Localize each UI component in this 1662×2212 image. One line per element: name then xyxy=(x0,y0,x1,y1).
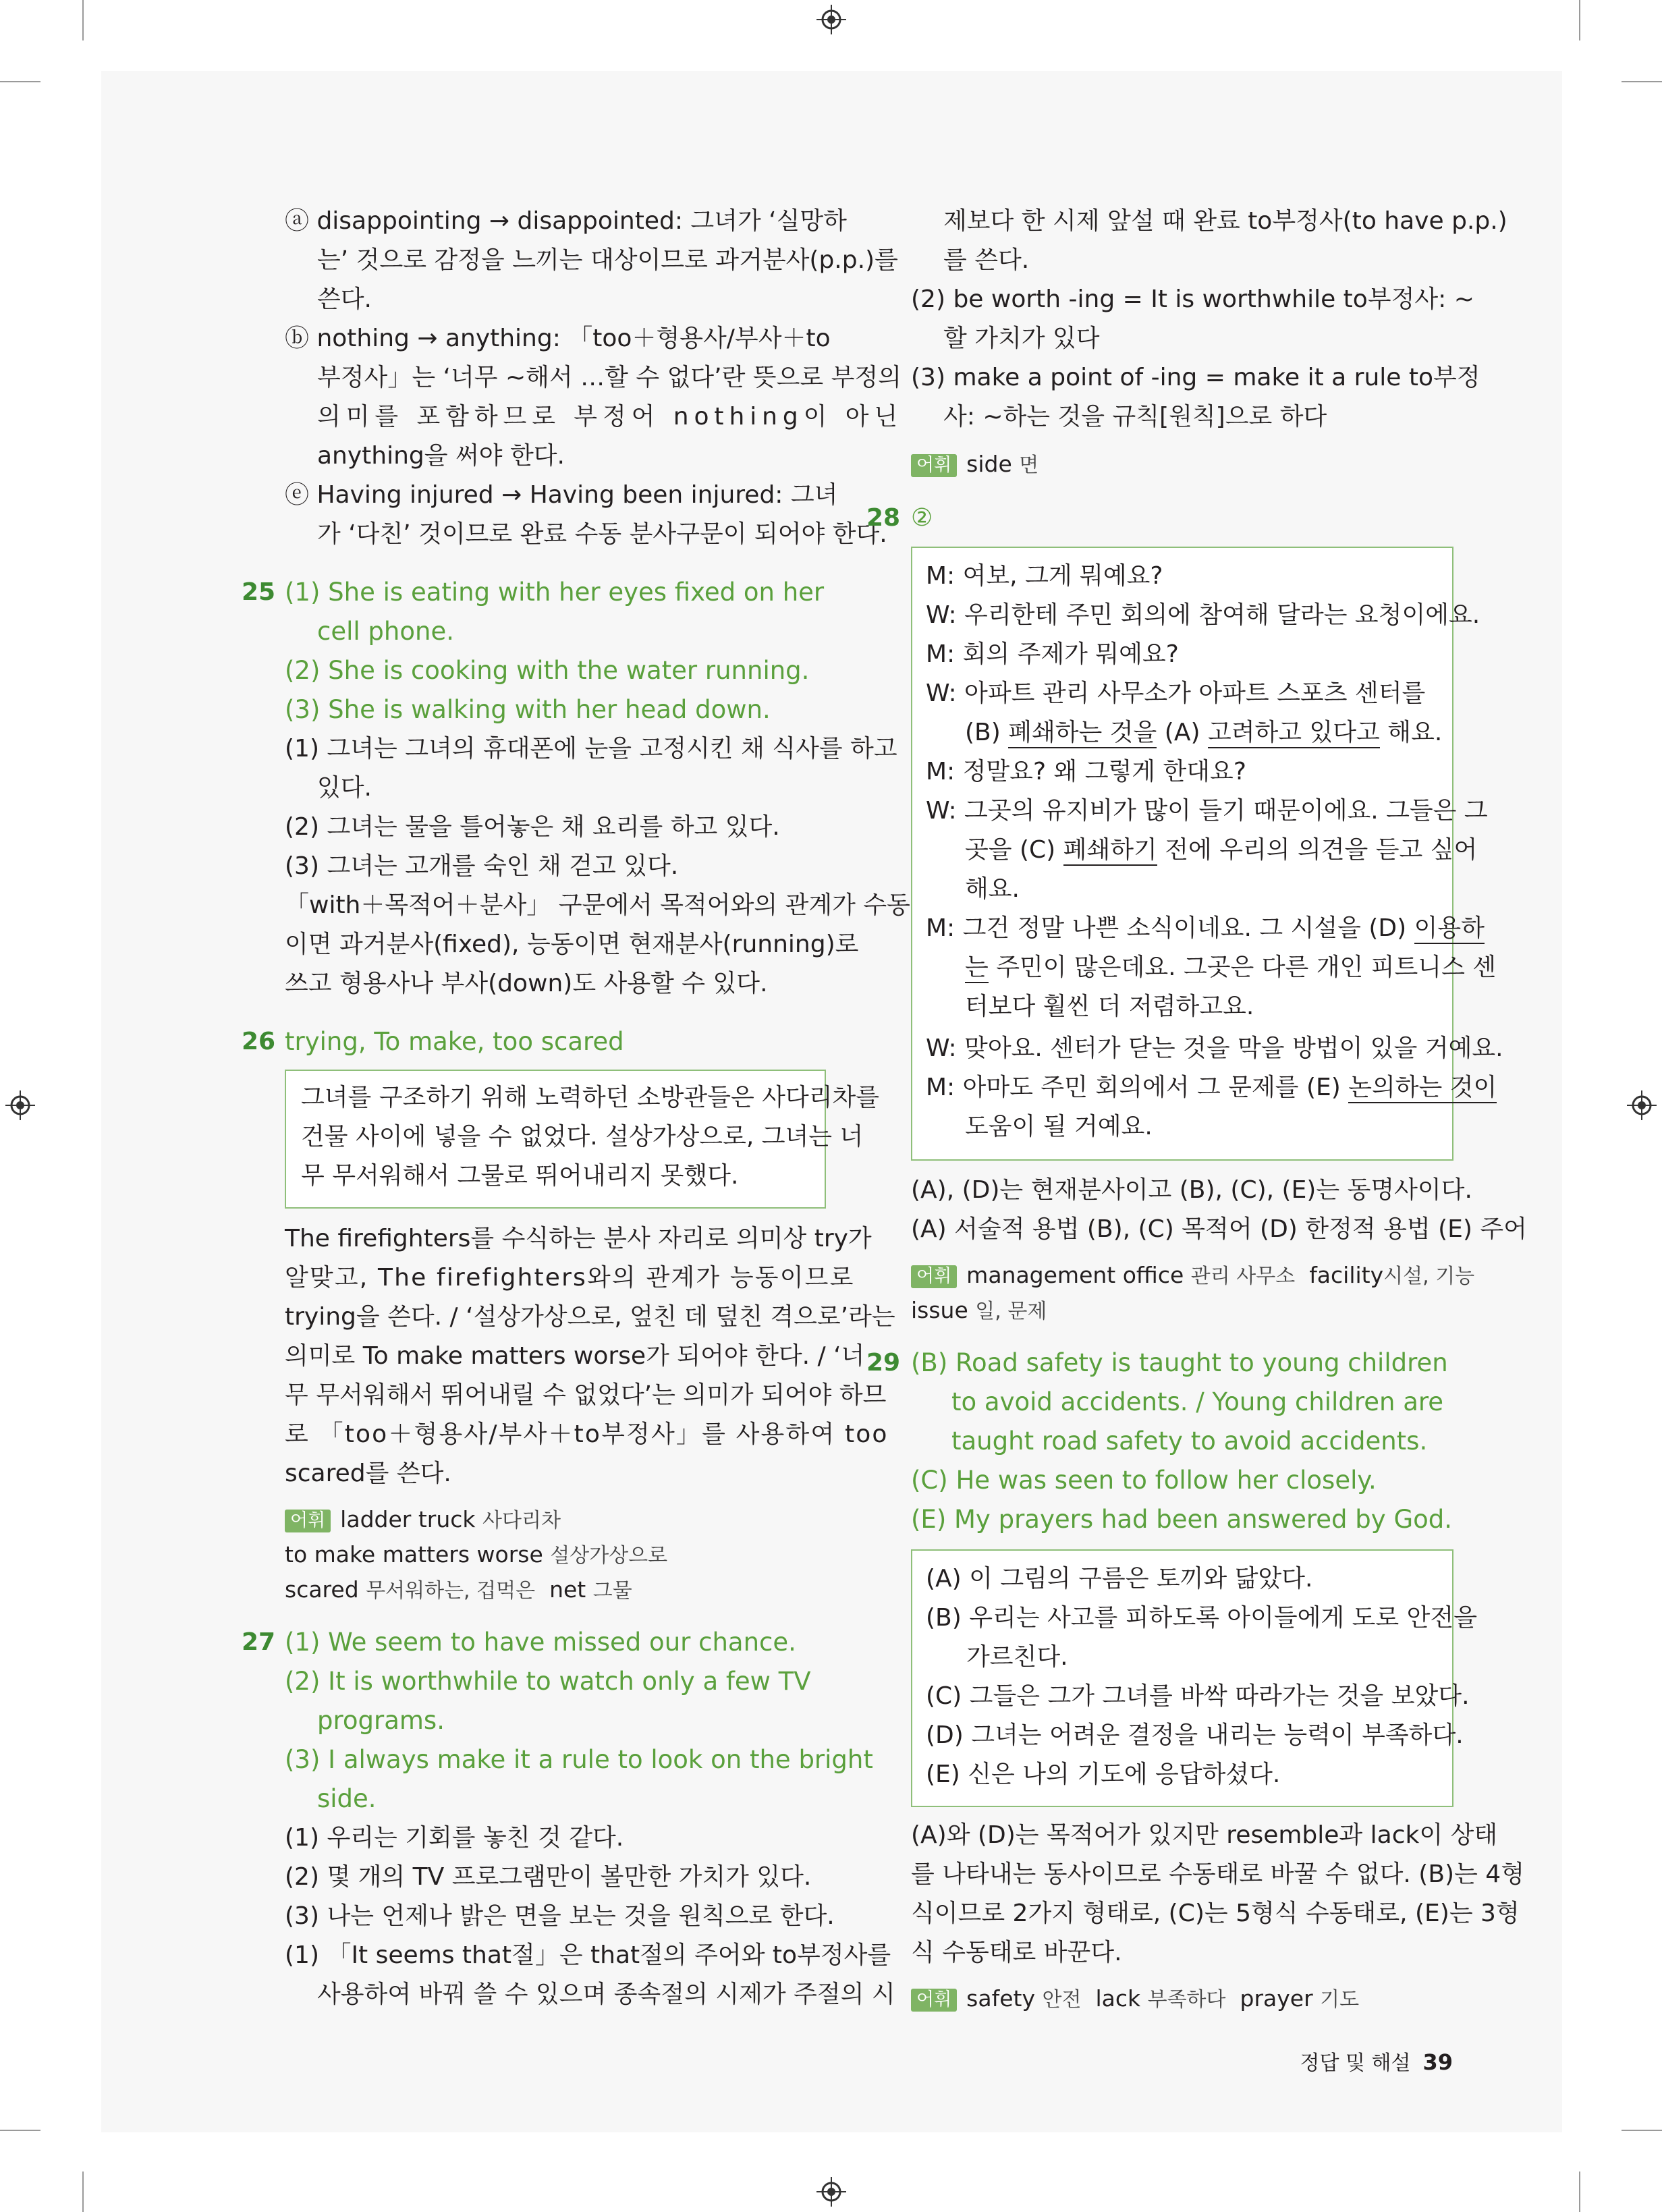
explanation-line: 쓰고 형용사나 부사(down)도 사용할 수 있다. xyxy=(285,970,768,997)
answer-line: ② xyxy=(911,504,933,532)
vocab-term: net xyxy=(549,1576,586,1603)
answer-line: side. xyxy=(317,1784,377,1813)
explanation-line: 제보다 한 시제 앞설 때 완료 to부정사(to have p.p.) xyxy=(943,207,1507,235)
explanation-line: 무 무서워해서 뛰어내릴 수 없었다’는 의미가 되어야 하므 xyxy=(285,1381,887,1409)
answer-line: programs. xyxy=(317,1706,445,1735)
vocab-term: ladder truck xyxy=(340,1506,476,1532)
dialogue-line: M: 정말요? 왜 그렇게 한대요? xyxy=(926,758,1246,785)
explanation-line: 이면 과거분사(fixed), 능동이면 현재분사(running)로 xyxy=(285,931,859,958)
explanation-line: 알맞고, The firefighters와의 관계가 능동이므로 xyxy=(285,1264,855,1292)
question-number: 28 xyxy=(866,504,901,532)
translation-line: 건물 사이에 넣을 수 없었다. 설상가상으로, 그녀는 너 xyxy=(301,1123,864,1151)
vocab-meaning: 일, 문제 xyxy=(975,1300,1047,1323)
vocab-meaning: 그물 xyxy=(592,1579,632,1603)
underlined-gerund: 논의하는 것이 xyxy=(1348,1074,1497,1103)
footer-label: 정답 및 해설 xyxy=(1300,2051,1411,2075)
underlined-participle: 이용하 xyxy=(1414,914,1485,944)
answer-line: (1) She is eating with her eyes fixed on her xyxy=(285,578,825,607)
vocab-line xyxy=(911,1262,1474,1290)
translation-line: (2) 몇 개의 TV 프로그램만이 볼만한 가치가 있다. xyxy=(285,1863,812,1891)
explanation-line: 식 수동태로 바꾼다. xyxy=(911,1939,1122,1966)
vocab-term: management office xyxy=(966,1262,1184,1288)
vocab-badge: 어휘 xyxy=(911,454,957,477)
dialogue-line: W: 우리한테 주민 회의에 참여해 달라는 요청이에요. xyxy=(926,601,1480,629)
explanation-b-line: 의미를 포함하므로 부정어 nothing이 아닌 xyxy=(317,403,904,431)
vocab-badge: 어휘 xyxy=(911,1265,957,1288)
translation-line: (3) 나는 언제나 밝은 면을 보는 것을 원칙으로 한다. xyxy=(285,1902,835,1930)
vocab-meaning: 무서워하는, 겁먹은 xyxy=(366,1579,536,1603)
explanation-line: The firefighters를 수식하는 분사 자리로 의미상 try가 xyxy=(285,1225,872,1252)
answer-line: (3) I always make it a rule to look on the bright xyxy=(285,1745,873,1774)
vocab-term: prayer xyxy=(1240,1985,1313,2012)
explanation-line: (2) be worth -ing = It is worthwhile to부정사: ~ xyxy=(911,285,1474,313)
translation-line: (A) 이 그림의 구름은 토끼와 닮았다. xyxy=(926,1565,1313,1593)
dialogue-box xyxy=(911,547,1503,1161)
explanation-line: (A), (D)는 현재분사이고 (B), (C), (E)는 동명사이다. xyxy=(911,1176,1472,1204)
translation-line: 있다. xyxy=(317,774,372,802)
explanation-e-line: ⓔ Having injured → Having been injured: 그녀 xyxy=(285,481,838,509)
answer-line: taught road safety to avoid accidents. xyxy=(951,1427,1428,1456)
vocab-badge: 어휘 xyxy=(911,1989,957,2012)
translation-line: 무 무서워해서 그물로 뛰어내리지 못했다. xyxy=(301,1162,739,1190)
vocab-term: safety xyxy=(966,1985,1035,2012)
underlined-gerund: 폐쇄하는 것을 xyxy=(1008,719,1157,748)
vocab-meaning: 부족하다 xyxy=(1147,1988,1226,2012)
question-number: 29 xyxy=(866,1349,901,1377)
explanation-line: 식이므로 2가지 형태로, (C)는 5형식 수동태로, (E)는 3형 xyxy=(911,1900,1520,1927)
vocab-term: facility xyxy=(1309,1262,1384,1288)
dialogue-line xyxy=(965,719,1442,746)
underlined-participle: 는 xyxy=(965,953,989,983)
explanation-line: scared를 쓴다. xyxy=(285,1460,451,1487)
explanation-a-line: ⓐ disappointing → disappointed: 그녀가 ‘실망하 xyxy=(285,207,847,235)
explanation-line: 사: ~하는 것을 규칙[원칙]으로 하다 xyxy=(943,403,1327,431)
translation-line: (2) 그녀는 물을 틀어놓은 채 요리를 하고 있다. xyxy=(285,813,780,841)
vocab-meaning: 기도 xyxy=(1320,1988,1360,2012)
vocab-meaning: 사다리차 xyxy=(482,1509,561,1532)
vocab-line xyxy=(911,1297,1047,1325)
explanation-line: 의미로 To make matters worse가 되어야 한다. / ‘너 xyxy=(285,1342,865,1370)
dialogue-line xyxy=(965,954,1496,981)
question-number: 26 xyxy=(242,1028,276,1055)
vocab-meaning: 안전 xyxy=(1042,1988,1082,2012)
dialogue-text: 전에 우리의 의견을 듣고 싶어 xyxy=(1157,836,1478,864)
answer-line: to avoid accidents. / Young children are xyxy=(951,1387,1444,1416)
explanation-a-line: 는’ 것으로 감정을 느끼는 대상이므로 과거분사(p.p.)를 xyxy=(317,246,898,274)
dialogue-line xyxy=(926,1074,1497,1101)
translation-box xyxy=(911,1549,1477,1807)
vocab-meaning: 설상가상으로 xyxy=(550,1544,668,1568)
question-number: 25 xyxy=(242,578,276,606)
dialogue-text: 곳을 (C) xyxy=(965,836,1063,864)
answer-line: (E) My prayers had been answered by God. xyxy=(911,1505,1453,1534)
explanation-line: 할 가치가 있다 xyxy=(943,325,1100,352)
dialogue-line: M: 여보, 그게 뭐예요? xyxy=(926,562,1163,590)
explanation-line: 로 「too＋형용사/부사＋to부정사」를 사용하여 too xyxy=(285,1420,889,1448)
explanation-b-line: anything을 써야 한다. xyxy=(317,442,565,470)
page-footer xyxy=(1300,2049,1453,2077)
translation-line: (1) 우리는 기회를 놓친 것 같다. xyxy=(285,1824,624,1852)
translation-line: (D) 그녀는 어려운 결정을 내리는 능력이 부족하다. xyxy=(926,1721,1464,1749)
answer-line: (1) We seem to have missed our chance. xyxy=(285,1628,796,1657)
dialogue-line: M: 회의 주제가 뭐예요? xyxy=(926,640,1179,668)
translation-line: (3) 그녀는 고개를 숙인 채 걷고 있다. xyxy=(285,852,679,880)
translation-line: (1) 그녀는 그녀의 휴대폰에 눈을 고정시킨 채 식사를 하고 xyxy=(285,735,897,763)
underlined-gerund: 폐쇄하기 xyxy=(1063,836,1157,866)
translation-line: (E) 신은 나의 기도에 응답하셨다. xyxy=(926,1761,1281,1788)
vocab-line xyxy=(911,1985,1359,2014)
dialogue-line: 해요. xyxy=(965,875,1020,903)
explanation-line: 사용하여 바꿔 쓸 수 있으며 종속절의 시제가 주절의 시 xyxy=(317,1981,895,2008)
explanation-line: 를 쓴다. xyxy=(943,246,1030,274)
answer-line: (2) She is cooking with the water running. xyxy=(285,656,810,685)
vocab-badge: 어휘 xyxy=(285,1510,331,1532)
vocab-line xyxy=(911,451,1038,479)
explanation-line: (1) 「It seems that절」은 that절의 주어와 to부정사를 xyxy=(285,1941,891,1969)
dialogue-text: 주민이 많은데요. 그곳은 다른 개인 피트니스 센 xyxy=(988,953,1497,981)
dialogue-line: 터보다 훨씬 더 저렴하고요. xyxy=(965,993,1254,1020)
dialogue-line: W: 맞아요. 센터가 닫는 것을 막을 방법이 있을 거예요. xyxy=(926,1034,1503,1062)
explanation-b-line: 부정사」는 ‘너무 ~해서 …할 수 없다’란 뜻으로 부정의 xyxy=(317,364,902,391)
vocab-meaning: 면 xyxy=(1019,453,1039,477)
answer-line: (C) He was seen to follow her closely. xyxy=(911,1466,1377,1495)
answer-line: trying, To make, too scared xyxy=(285,1027,624,1056)
dialogue-line: W: 아파트 관리 사무소가 아파트 스포츠 센터를 xyxy=(926,680,1426,707)
dialogue-line: 도움이 될 거예요. xyxy=(965,1113,1153,1140)
explanation-line: (A) 서술적 용법 (B), (C) 목적어 (D) 한정적 용법 (E) 주어 xyxy=(911,1215,1527,1243)
dialogue-text: M: 아마도 주민 회의에서 그 문제를 (E) xyxy=(926,1074,1349,1101)
translation-line: 그녀를 구조하기 위해 노력하던 소방관들은 사다리차를 xyxy=(301,1084,880,1111)
explanation-line: (A)와 (D)는 목적어가 있지만 resemble과 lack이 상태 xyxy=(911,1821,1498,1849)
vocab-term: to make matters worse xyxy=(285,1541,543,1568)
explanation-line: (3) make a point of -ing = make it a rule to부정 xyxy=(911,364,1480,391)
translation-line: (C) 그들은 그가 그녀를 바싹 따라가는 것을 보았다. xyxy=(926,1682,1470,1710)
vocab-meaning: 관리 사무소 xyxy=(1190,1265,1296,1288)
answer-line: (3) She is walking with her head down. xyxy=(285,695,771,724)
vocab-meaning: 시설, 기능 xyxy=(1383,1265,1475,1288)
vocab-term: scared xyxy=(285,1576,359,1603)
dialogue-text: (B) xyxy=(965,719,1009,746)
dialogue-line: W: 그곳의 유지비가 많이 들기 때문이에요. 그들은 그 xyxy=(926,797,1488,825)
explanation-e-line: 가 ‘다친’ 것이므로 완료 수동 분사구문이 되어야 한다. xyxy=(317,520,887,548)
page-number: 39 xyxy=(1422,2049,1453,2075)
answer-line: (B) Road safety is taught to young children xyxy=(911,1348,1448,1377)
answer-line: cell phone. xyxy=(317,617,454,646)
vocab-term: lack xyxy=(1095,1985,1141,2012)
underlined-participle: 고려하고 있다고 xyxy=(1208,719,1380,748)
dialogue-text: (A) xyxy=(1157,719,1208,746)
dialogue-text: 해요. xyxy=(1379,719,1443,746)
dialogue-text: M: 그건 정말 나쁜 소식이네요. 그 시설을 (D) xyxy=(926,914,1414,942)
dialogue-line xyxy=(965,837,1477,864)
answer-line: (2) It is worthwhile to watch only a few TV xyxy=(285,1667,811,1696)
translation-line: 가르친다. xyxy=(966,1643,1068,1671)
explanation-line: 를 나타내는 동사이므로 수동태로 바꿀 수 없다. (B)는 4형 xyxy=(911,1860,1524,1888)
vocab-term: side xyxy=(966,451,1012,477)
explanation-line: 「with＋목적어＋분사」 구문에서 목적어와의 관계가 수동 xyxy=(285,891,910,919)
explanation-line: trying을 쓴다. / ‘설상가상으로, 엎친 데 덮친 격으로’라는 xyxy=(285,1303,895,1331)
explanation-a-line: 쓴다. xyxy=(317,285,372,313)
explanation-b-line: ⓑ nothing → anything: 「too＋형용사/부사＋to xyxy=(285,325,831,352)
question-number: 27 xyxy=(242,1628,276,1656)
translation-line: (B) 우리는 사고를 피하도록 아이들에게 도로 안전을 xyxy=(926,1604,1477,1632)
vocab-term: issue xyxy=(911,1297,968,1323)
dialogue-line xyxy=(926,915,1485,942)
